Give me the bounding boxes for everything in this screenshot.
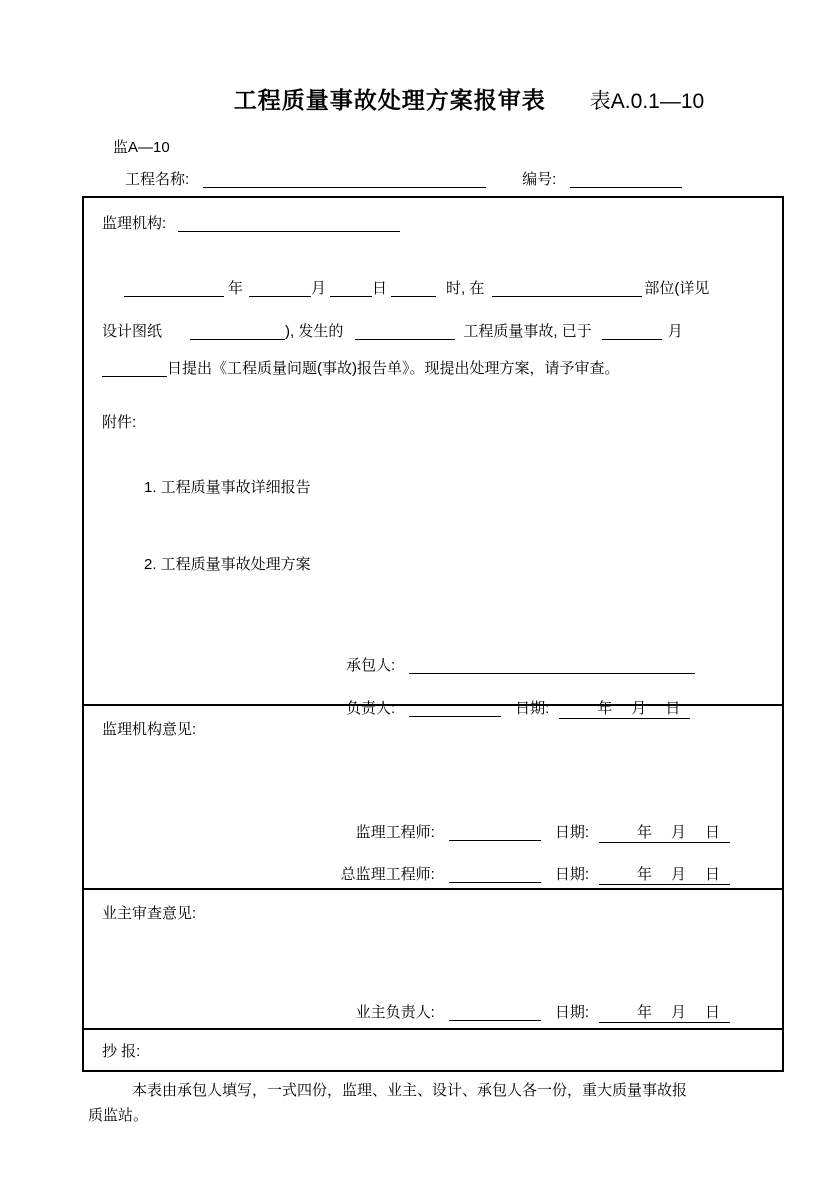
engineer-blank — [449, 825, 541, 841]
owner-date-blank — [599, 1001, 730, 1023]
month2-label: 月 — [667, 323, 683, 340]
project-name-label: 工程名称: — [125, 171, 190, 188]
footer-note — [88, 1078, 716, 1128]
year-blank — [124, 281, 224, 297]
project-info-row — [125, 168, 682, 189]
footer-note-line-2: 质监站。 — [88, 1107, 149, 1124]
ymd-text: 年 月 日 — [636, 866, 722, 883]
supervision-org-blank — [178, 216, 400, 232]
table-number: 表A.0.1—10 — [589, 90, 705, 113]
engineer-sign-row — [84, 821, 782, 843]
contractor-blank — [409, 658, 695, 674]
chief-engineer-label: 总监理工程师: — [340, 866, 435, 883]
contractor-sign-row — [346, 654, 782, 675]
owner-rep-label: 业主负责人: — [355, 1004, 435, 1021]
chief-engineer-sign-row — [84, 863, 782, 885]
report-day-blank — [102, 361, 167, 377]
day-label: 日 — [372, 280, 388, 297]
owner-rep-blank — [449, 1005, 541, 1021]
attachments-label: 附件: — [102, 414, 137, 431]
location-suffix-text: 部位(详见 — [644, 280, 710, 297]
date-label: 日期: — [515, 700, 550, 717]
accident-name-blank — [355, 324, 455, 340]
body-line-1 — [124, 277, 782, 298]
supervision-org-label: 监理机构: — [102, 215, 167, 232]
day-blank — [330, 281, 372, 297]
month-blank — [249, 281, 311, 297]
owner-review-section — [84, 888, 782, 1028]
page-title: 工程质量事故处理方案报审表 — [233, 87, 546, 113]
copy-to-section — [84, 1028, 782, 1070]
doc-number-blank — [570, 172, 682, 188]
ymd-text: 年 月 日 — [597, 700, 683, 717]
contractor-section — [84, 198, 782, 717]
report-statement-text: 日提出《工程质量问题(事故)报告单》。现提出处理方案，请予审查。 — [167, 360, 620, 377]
location-blank — [492, 281, 642, 297]
chief-engineer-date-blank — [599, 863, 730, 885]
ymd-text: 年 月 日 — [636, 1004, 722, 1021]
drawing-no-blank — [190, 324, 285, 340]
occurred-text: ), 发生的 — [285, 323, 344, 340]
body-line-3 — [102, 357, 782, 378]
year-label: 年 — [228, 280, 244, 297]
engineer-date-blank — [599, 821, 730, 843]
project-name-blank — [203, 172, 486, 188]
supervisor-opinion-label: 监理机构意见: — [102, 721, 197, 738]
month-label: 月 — [311, 280, 327, 297]
form-table — [82, 196, 784, 1072]
time-at-text: 时, 在 — [446, 280, 485, 297]
accident-suffix-text: 工程质量事故, 已于 — [463, 323, 592, 340]
document-header — [100, 82, 838, 115]
form-code: 监A—10 — [113, 139, 170, 156]
chief-engineer-blank — [449, 867, 541, 883]
body-line-2 — [102, 320, 782, 341]
drawing-prefix-text: 设计图纸 — [102, 323, 163, 340]
date-label: 日期: — [554, 1004, 589, 1021]
date-label: 日期: — [554, 824, 589, 841]
date-label: 日期: — [554, 866, 589, 883]
doc-number-label: 编号: — [522, 171, 557, 188]
manager-label: 负责人: — [346, 700, 396, 717]
ymd-text: 年 月 日 — [636, 824, 722, 841]
supervisor-opinion-section — [84, 704, 782, 888]
engineer-label: 监理工程师: — [355, 824, 435, 841]
footer-note-line-1: 本表由承包人填写，一式四份，监理、业主、设计、承包人各一份，重大质量事故报 — [132, 1082, 688, 1099]
attachment-item-2: 2. 工程质量事故处理方案 — [144, 556, 311, 573]
copy-to-label: 抄 报: — [102, 1043, 141, 1060]
report-month-blank — [602, 324, 662, 340]
hour-blank — [391, 281, 436, 297]
attachment-item-1: 1. 工程质量事故详细报告 — [144, 479, 311, 496]
owner-sign-row — [84, 1001, 782, 1023]
owner-review-label: 业主审查意见: — [102, 905, 197, 922]
contractor-label: 承包人: — [346, 657, 396, 674]
supervision-org-row — [102, 212, 782, 233]
